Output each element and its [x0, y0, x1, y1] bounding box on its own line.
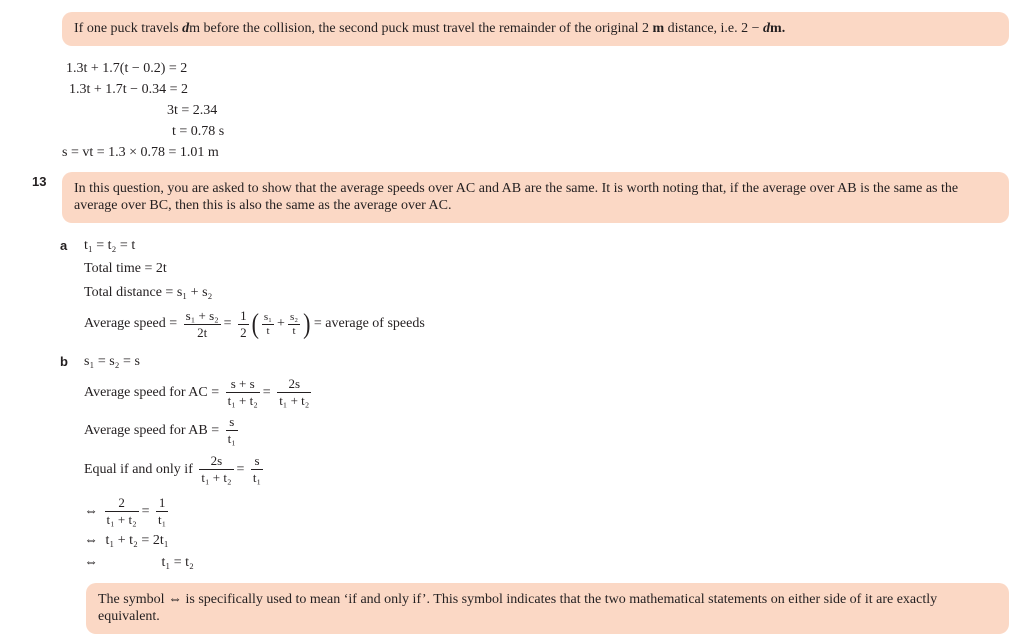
fraction-denominator: 2	[240, 324, 247, 340]
equation-text: t₁ + t₂ = 2t₁	[105, 533, 169, 548]
equation-line: t₁ = t₂ = t	[84, 238, 136, 253]
fraction-numerator: s	[251, 453, 263, 470]
iff-symbol: ⇔	[84, 504, 98, 519]
fraction	[251, 453, 263, 486]
average-speed-ac-label: Average speed for AC =	[84, 385, 220, 400]
fraction	[156, 495, 168, 528]
equation-line: 1.3t + 1.7(t − 0.2) = 2	[66, 61, 188, 76]
fraction-denominator: t	[266, 324, 270, 337]
question-number: 13	[32, 174, 47, 189]
fraction-denominator: t₁	[158, 512, 167, 528]
equal-iff-label: Equal if and only if	[84, 462, 193, 477]
equation-line: 3t = 2.34	[167, 103, 218, 118]
total-time-value: 2t	[155, 261, 167, 276]
callout-text: In this question, you are asked to show that the average speeds over AC and AB are the same. It is worth noting that, if the average over AB is the same as the average over BC, then this is also the same as the average over AC.	[74, 181, 959, 213]
total-distance-label: Total distance =	[84, 285, 174, 300]
fraction	[226, 376, 260, 409]
fraction	[262, 311, 274, 338]
fraction-numerator: s	[226, 414, 238, 431]
left-paren: (	[251, 307, 259, 340]
fraction	[226, 414, 238, 447]
result-text: = average of speeds	[313, 316, 425, 332]
fraction-numerator: 2	[105, 495, 139, 512]
note-callout-puck	[62, 12, 1009, 46]
iff-symbol: ⇔	[84, 533, 98, 548]
equation-line: s = vt = 1.3 × 0.78 = 1.01 m	[62, 145, 219, 160]
fraction-denominator: t	[292, 324, 296, 337]
average-speed-ab-label: Average speed for AB =	[84, 423, 220, 438]
fraction-numerator: s₂	[289, 310, 299, 323]
equation-text: t₁ = t₂	[161, 555, 194, 570]
fraction	[199, 453, 233, 486]
fraction	[238, 308, 249, 341]
fraction-numerator: s₁	[263, 310, 273, 323]
fraction-numerator: s₁ + s₂	[185, 307, 219, 323]
iff-symbol: ⇔	[84, 555, 98, 570]
equation-line: 1.3t + 1.7t − 0.34 = 2	[69, 82, 188, 97]
iff-step-line	[84, 532, 169, 550]
fraction-numerator: s + s	[226, 376, 260, 393]
note-callout-iff-symbol	[86, 583, 1009, 634]
iff-step-line	[84, 554, 194, 572]
fraction-denominator: t₁ + t₂	[279, 393, 310, 409]
fraction-denominator: 2t	[197, 324, 208, 340]
callout-text: distance, i.e. 2 −	[667, 21, 760, 36]
callout-text: m before the collision, the second puck must travel the remainder of the original 2	[189, 21, 649, 36]
var-d: d	[182, 21, 190, 36]
average-speed-label: Average speed =	[84, 316, 178, 332]
part-label-a: a	[60, 238, 68, 253]
iff-symbol: ⇔	[168, 592, 182, 607]
equation-line: t = 0.78 s	[172, 124, 225, 139]
var-d: d	[763, 21, 771, 36]
unit-m: m.	[770, 21, 786, 36]
average-speed-ac-line: Average speed for AC = $\frac{s + s}{\text{t₁ + t₂}}$ = $\frac{2s}{\text{t₁ + t₂}}$	[84, 376, 310, 409]
fraction-numerator: 2s	[199, 453, 233, 470]
total-time-label: Total time =	[84, 261, 153, 276]
iff-step-line: ⇔ $\frac{2}{\text{t₁ + t₂}}$ = $\frac{1}{\text{t₁}}$	[84, 495, 167, 528]
equal-iff-line: Equal if and only if $\frac{2s}{\text{t₁ + t₂}}$ = $\frac{s}{\text{t₁}}$	[84, 453, 262, 486]
fraction-denominator: t₁	[252, 470, 262, 486]
average-speed-ab-line	[84, 413, 241, 449]
fraction	[105, 495, 139, 528]
unit-m: m	[652, 21, 665, 36]
callout-text: The symbol	[98, 592, 165, 607]
fraction-numerator: 1	[240, 307, 247, 323]
fraction	[184, 308, 221, 341]
total-distance-value: s₁ + s₂	[176, 285, 213, 300]
fraction-numerator: 2s	[277, 376, 311, 393]
fraction-denominator: t₁ + t₂	[227, 393, 258, 409]
part-label-b: b	[60, 354, 68, 369]
equation-line: s₁ = s₂ = s	[84, 354, 140, 369]
callout-text: is specifically used to mean ‘if and only if’. This symbol indicates that the two mathematical statements on either side of it are exactly equivalent.	[98, 592, 938, 624]
fraction-denominator: t₁ + t₂	[106, 512, 137, 528]
fraction-denominator: t₁	[227, 431, 236, 447]
callout-text: If one puck travels	[74, 21, 179, 36]
right-paren: )	[303, 307, 311, 340]
fraction	[277, 376, 311, 409]
average-speed-line: Average speed = $\frac{\text{s₁ + s₂}}{2t}$ = $\frac{1}{2}$ ( $\frac{\text{s₁}}{t}$ + $\frac{\text{s₂}}{t}$ ) = average of speeds	[84, 306, 425, 342]
fraction-numerator: 1	[156, 495, 168, 512]
note-callout-average-speeds	[62, 172, 1009, 223]
fraction	[288, 311, 300, 338]
total-time-line	[84, 260, 167, 278]
total-distance-line	[84, 284, 212, 302]
fraction-denominator: t₁ + t₂	[201, 470, 232, 486]
